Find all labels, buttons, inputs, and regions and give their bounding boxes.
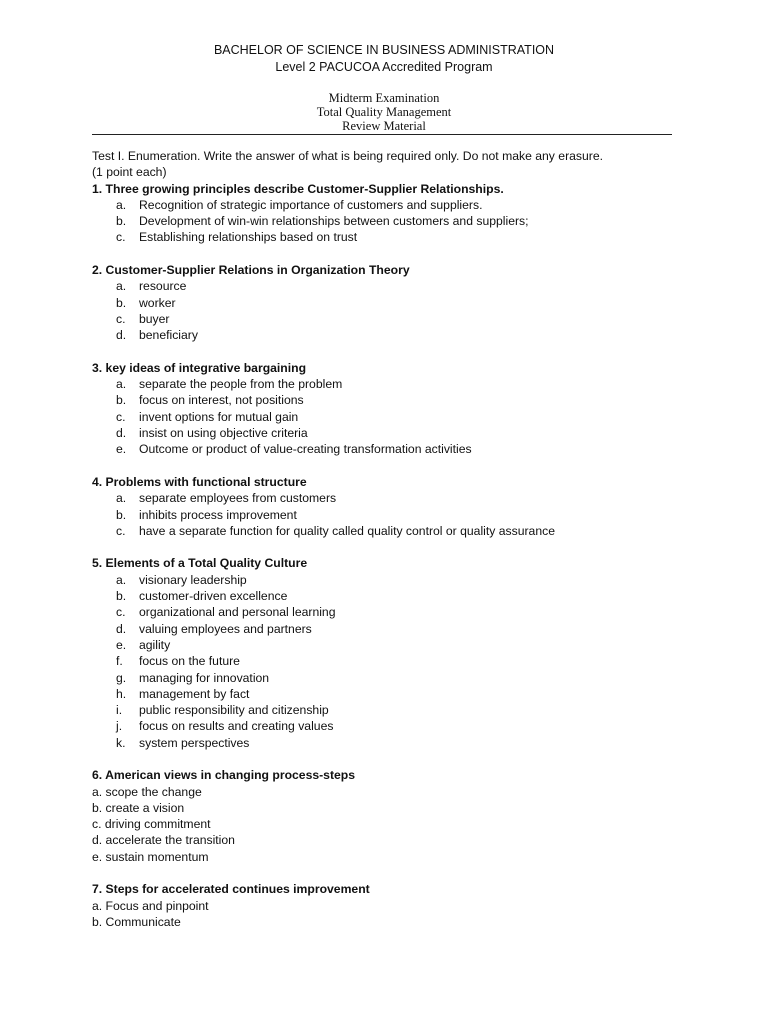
item-letter: d. [116, 328, 127, 343]
item-letter: c. [116, 230, 126, 245]
answer-item [92, 295, 692, 311]
answer-item [92, 376, 692, 392]
item-letter: i. [116, 703, 123, 718]
points-note: (1 point each) [92, 165, 167, 180]
item-text: inhibits process improvement [139, 507, 297, 522]
spacer [92, 539, 692, 555]
item-letter: c. [116, 311, 126, 326]
answer-item [92, 409, 692, 425]
item-letter: b. [116, 295, 127, 310]
question-title: 2. Customer-Supplier Relations in Organization Theory [92, 263, 410, 278]
course-title: Total Quality Management [316, 105, 452, 119]
item-letter: b. [116, 393, 127, 408]
accreditation-line: Level 2 PACUCOA Accredited Program [275, 60, 493, 74]
header-divider [92, 134, 672, 135]
item-text: system perspectives [139, 735, 250, 750]
item-letter: a. [116, 279, 127, 294]
answer-item: a. Focus and pinpoint [92, 898, 209, 913]
item-letter: g. [116, 670, 127, 685]
item-text: organizational and personal learning [139, 605, 336, 620]
answer-item [92, 735, 692, 751]
answer-item [92, 311, 692, 327]
answer-item [92, 490, 692, 506]
item-letter: b. [116, 589, 127, 604]
answer-item [92, 718, 692, 734]
answer-item [92, 686, 692, 702]
item-text: focus on results and creating values [139, 719, 334, 734]
item-text: buyer [139, 311, 170, 326]
item-text: management by fact [139, 686, 250, 701]
item-text: visionary leadership [139, 572, 247, 587]
item-text: beneficiary [139, 328, 198, 343]
answer-item [92, 392, 692, 408]
answer-item [92, 523, 692, 539]
item-letter: h. [116, 686, 127, 701]
item-letter: a. [116, 197, 127, 212]
answer-item [92, 572, 692, 588]
answer-item [92, 604, 692, 620]
item-text: Establishing relationships based on trust [139, 230, 358, 245]
spacer [92, 458, 692, 474]
answer-item [92, 425, 692, 441]
answer-item [92, 670, 692, 686]
answer-item [92, 278, 692, 294]
spacer [92, 865, 692, 881]
item-letter: d. [116, 426, 127, 441]
answer-item: b. create a vision [92, 800, 185, 815]
question-title: 7. Steps for accelerated continues improvement [92, 882, 370, 897]
answer-item [92, 441, 692, 457]
spacer [92, 751, 692, 767]
answer-item: c. driving commitment [92, 817, 211, 832]
answer-item [92, 507, 692, 523]
item-text: Recognition of strategic importance of customers and suppliers. [139, 197, 483, 212]
item-text: Development of win-win relationships between customers and suppliers; [139, 214, 529, 229]
answer-item [92, 197, 692, 213]
item-letter: e. [116, 637, 127, 652]
item-text: have a separate function for quality called quality control or quality assurance [139, 523, 555, 538]
item-letter: b. [116, 214, 127, 229]
item-letter: a. [116, 491, 127, 506]
answer-item: a. scope the change [92, 784, 202, 799]
item-letter: a. [116, 572, 127, 587]
answer-item [92, 588, 692, 604]
answer-item [92, 637, 692, 653]
answer-item [92, 213, 692, 229]
material-title: Review Material [342, 119, 426, 133]
item-letter: e. [116, 442, 127, 457]
exam-title: Midterm Examination [328, 91, 440, 105]
program-title: BACHELOR OF SCIENCE IN BUSINESS ADMINISTRATION [213, 43, 555, 57]
question-title: 3. key ideas of integrative bargaining [92, 360, 307, 375]
answer-item [92, 229, 692, 245]
item-letter: k. [116, 735, 126, 750]
item-text: public responsibility and citizenship [139, 703, 329, 718]
question-title: 4. Problems with functional structure [92, 474, 307, 489]
spacer [92, 246, 692, 262]
item-text: Outcome or product of value-creating transformation activities [139, 442, 472, 457]
instructions-line: Test I. Enumeration. Write the answer of what is being required only. Do not make any erasure. [92, 149, 603, 163]
item-letter: c. [116, 409, 126, 424]
item-letter: d. [116, 621, 127, 636]
item-text: agility [139, 637, 171, 652]
exam-body [92, 148, 692, 930]
item-text: insist on using objective criteria [139, 426, 308, 441]
item-letter: b. [116, 507, 127, 522]
answer-item [92, 327, 692, 343]
item-letter: f. [116, 654, 123, 669]
item-text: customer-driven excellence [139, 589, 288, 604]
item-letter: j. [116, 719, 123, 734]
answer-item: e. sustain momentum [92, 849, 209, 864]
question-title: 1. Three growing principles describe Customer-Supplier Relationships. [92, 181, 504, 196]
item-letter: c. [116, 523, 126, 538]
item-text: focus on interest, not positions [139, 393, 304, 408]
answer-item [92, 621, 692, 637]
spacer [92, 344, 692, 360]
item-text: worker [139, 295, 176, 310]
item-text: separate employees from customers [139, 491, 337, 506]
item-text: separate the people from the problem [139, 377, 343, 392]
item-text: focus on the future [139, 654, 240, 669]
item-text: resource [139, 279, 187, 294]
answer-item: b. Communicate [92, 914, 181, 929]
item-letter: c. [116, 605, 126, 620]
question-title: 5. Elements of a Total Quality Culture [92, 556, 308, 571]
item-text: valuing employees and partners [139, 621, 312, 636]
answer-item: d. accelerate the transition [92, 833, 235, 848]
answer-item [92, 702, 692, 718]
item-text: invent options for mutual gain [139, 409, 299, 424]
item-letter: a. [116, 377, 127, 392]
item-text: managing for innovation [139, 670, 270, 685]
answer-item [92, 653, 692, 669]
question-title: 6. American views in changing process-steps [92, 768, 356, 783]
